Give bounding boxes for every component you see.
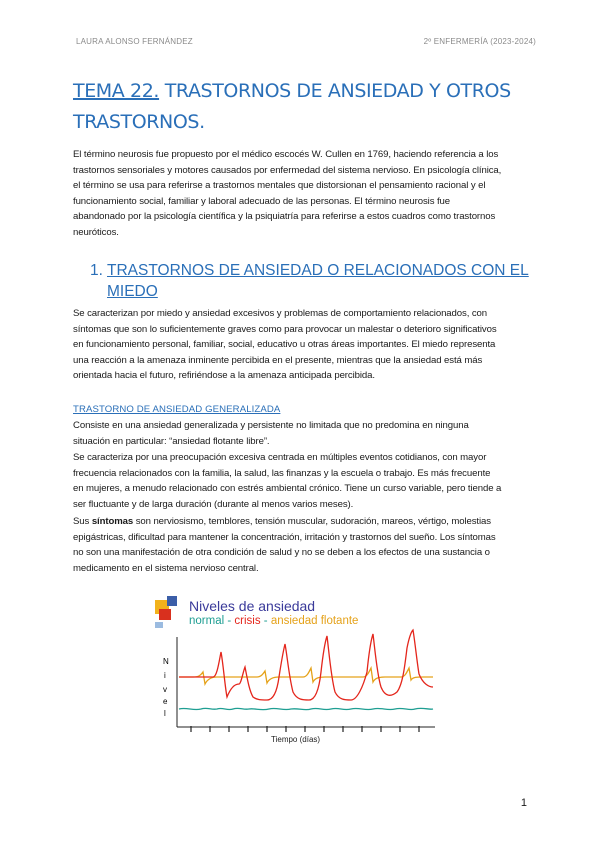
symptoms-keyword: síntomas xyxy=(91,516,134,527)
description-paragraph xyxy=(73,450,528,512)
text-line xyxy=(73,514,528,530)
y-axis-label-v: v xyxy=(163,685,167,694)
text-line: neuróticos. xyxy=(73,226,119,238)
legend-crisis: crisis xyxy=(234,615,261,627)
logo-square-light xyxy=(155,622,163,628)
section-heading-line1: TRASTORNOS DE ANSIEDAD O RELACIONADOS CON EL xyxy=(107,262,529,279)
definition-paragraph xyxy=(73,418,528,449)
text-line: situación en particular: “ansiedad flotante libre”. xyxy=(73,435,270,447)
anxiety-levels-figure xyxy=(153,592,441,747)
page-number: 1 xyxy=(520,797,527,809)
legend-separator: - xyxy=(224,615,235,627)
text-line: El término neurosis fue propuesto por el médico escocés W. Cullen en 1769, haciendo referencia a los xyxy=(73,149,499,160)
title-text-line1: TRASTORNOS DE ANSIEDAD Y OTROS xyxy=(159,80,511,102)
section-heading-line2: MIEDO xyxy=(107,283,158,300)
header-author: LAURA ALONSO FERNÁNDEZ xyxy=(76,37,193,46)
text-line: síntomas que son lo suficientemente graves como para provocar un malestar o deterioro significativos xyxy=(73,323,497,335)
text-line: orientada hacia el futuro, refiriéndose a la amenaza anticipada percibida. xyxy=(73,370,375,382)
text-line: Consiste en una ansiedad generalizada y persistente no limitada que no predomina en ninguna xyxy=(73,420,469,431)
page-title xyxy=(73,76,523,138)
text-line: epigástricas, dificultad para mantener la concentración, irritación y trastornos del sueño. Los síntomas xyxy=(73,531,496,543)
text-line: frecuencia relacionados con la familia, la salud, las finanzas y la escuela o trabajo. Es más frecuente xyxy=(73,467,491,479)
title-number: TEMA 22. xyxy=(73,80,160,102)
text-line: en mujeres, a menudo relacionado con estrés ambiental crónico. Tiene un curso variable, pero tiende a xyxy=(73,483,502,495)
legend-separator: - xyxy=(260,615,271,627)
text-line: en funcionamiento personal, familiar, social, educativo u otras áreas importantes. El miedo representa xyxy=(73,339,496,351)
text-line: una reacción a la amenaza inminente percibida en el presente, mientras que la ansiedad está más xyxy=(73,354,483,366)
intro-paragraph xyxy=(73,147,528,241)
y-axis-label-i: i xyxy=(164,671,166,680)
logo-square-red xyxy=(159,609,171,620)
title-text-line2: TRASTORNOS. xyxy=(73,111,205,133)
legend-normal: normal xyxy=(189,615,225,627)
page-header xyxy=(76,37,536,49)
subsection-heading: TRASTORNO DE ANSIEDAD GENERALIZADA xyxy=(73,404,281,415)
section-paragraph xyxy=(73,306,528,384)
figure-legend xyxy=(189,615,358,627)
symptoms-line1-rest: son nerviosismo, temblores, tensión muscular, sudoración, mareos, vértigo, molestias xyxy=(133,516,491,527)
section-heading xyxy=(90,260,530,302)
y-axis-label-e: e xyxy=(163,697,168,706)
symptoms-prefix: Sus xyxy=(73,516,92,527)
text-line: funcionamiento social, familiar y laboral adecuado de las personas. El término neurosis fue xyxy=(73,195,450,207)
y-axis-label-n: N xyxy=(163,657,169,666)
symptoms-paragraph xyxy=(73,514,528,576)
legend-flotante: ansiedad flotante xyxy=(270,615,359,627)
text-line: medicamento en el sistema nervioso central. xyxy=(73,562,259,574)
header-course: 2º ENFERMERÍA (2023-2024) xyxy=(423,37,536,46)
logo-square-blue xyxy=(167,596,177,606)
x-axis-label: Tiempo (días) xyxy=(271,735,321,744)
y-axis-label-l: l xyxy=(164,709,166,718)
text-line: ser fluctuante y de larga duración (durante al menos varios meses). xyxy=(73,498,354,510)
text-line: abandonado por la psicología científica y la psiquiatría para referirse a estos cuadros como trastornos xyxy=(73,211,496,223)
figure-title: Niveles de ansiedad xyxy=(189,598,316,614)
text-line: Se caracterizan por miedo y ansiedad excesivos y problemas de comportamiento relacionados, con xyxy=(73,308,488,319)
text-line: trastornos sensoriales y motores causados por enfermedad del sistema nervioso. En psicología clínica, xyxy=(73,164,502,176)
text-line: el término se usa para referirse a trastornos mentales que distorsionan el pensamiento racional y el xyxy=(73,180,486,192)
section-number: 1. xyxy=(90,262,103,279)
text-line: Se caracteriza por una preocupación excesiva centrada en múltiples eventos cotidianos, con mayor xyxy=(73,452,487,463)
text-line: no son una manifestación de otra condición de salud y no se deben a los efectos de una sustancia o xyxy=(73,547,490,559)
